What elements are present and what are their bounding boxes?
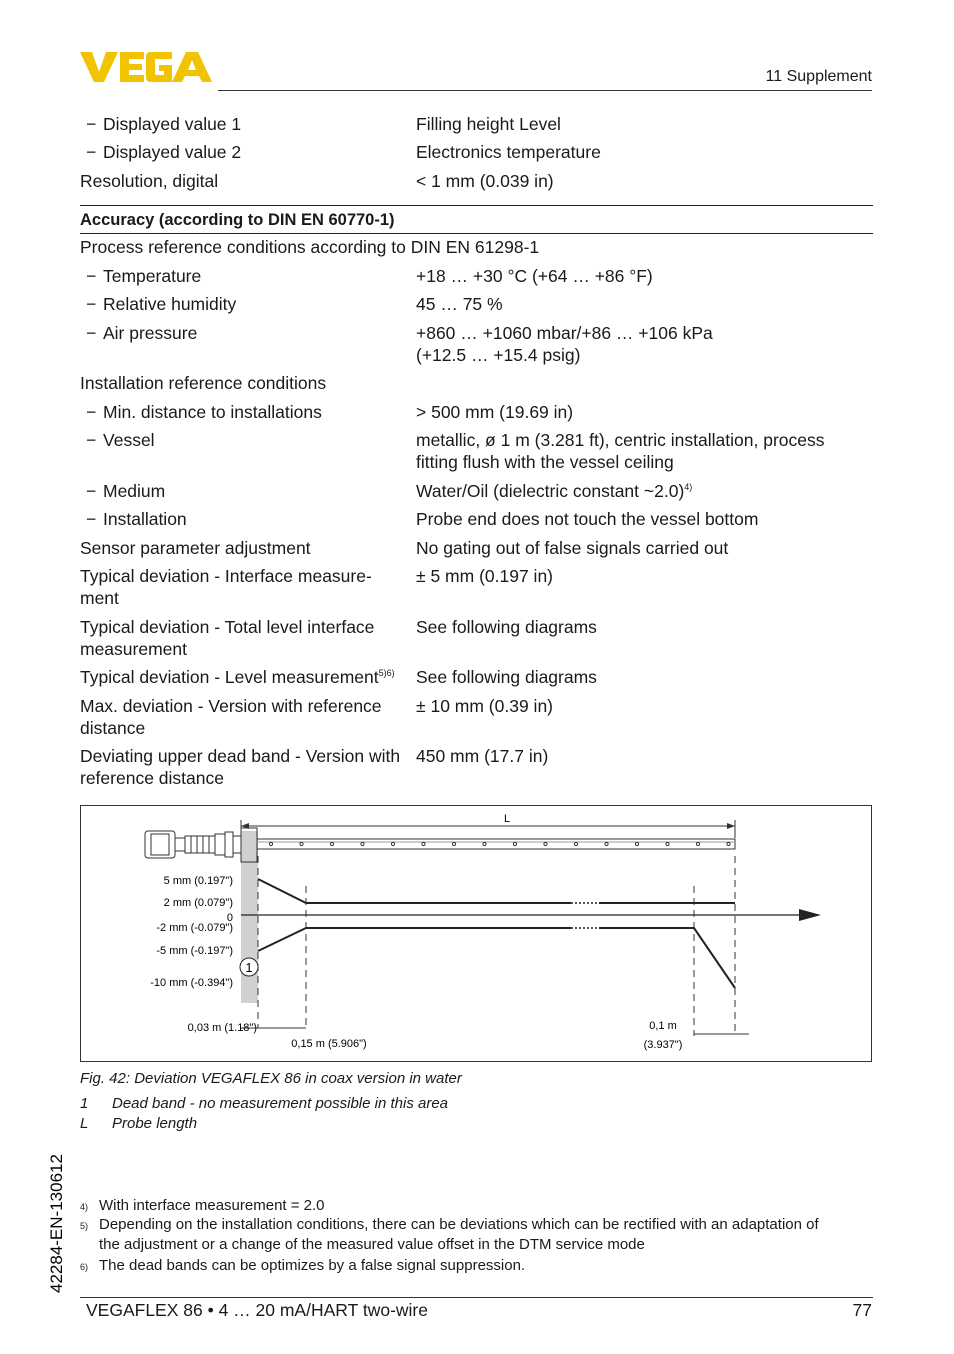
- footnote: 4): [80, 1202, 89, 1212]
- max-deviation-value: ± 10 mm (0.39 in): [416, 696, 554, 716]
- probe-dot: [361, 842, 364, 845]
- process-reference: Process reference conditions according to DIN EN 61298-1: [80, 237, 540, 257]
- min-distance-label: Min. distance to installations: [103, 402, 322, 422]
- footnote: 6): [80, 1262, 89, 1272]
- deviation-diagram: [80, 805, 872, 1062]
- y-label: -10 mm (-0.394"): [150, 977, 233, 989]
- dev-interface-label: Typical deviation - Interface measure-: [80, 566, 372, 586]
- dead-band-label: Deviating upper dead band - Version with: [80, 746, 401, 766]
- dead-band-value: 450 mm (17.7 in): [416, 746, 549, 766]
- max-deviation-label: Max. deviation - Version with reference: [80, 696, 382, 716]
- air-pressure-value: +860 … +1060 mbar/+86 … +106 kPa: [416, 323, 713, 343]
- air-pressure-value-2: (+12.5 … +15.4 psig): [416, 345, 581, 365]
- dev-total-label-2: measurement: [80, 639, 187, 659]
- figure-caption: Fig. 42: Deviation VEGAFLEX 86 in coax version in water: [80, 1070, 462, 1087]
- probe-dot: [391, 842, 394, 845]
- vessel-value: metallic, ø 1 m (3.281 ft), centric installation, process: [416, 430, 825, 450]
- dash: −: [86, 430, 97, 450]
- probe-dot: [727, 842, 730, 845]
- sensor-adjustment-value: No gating out of false signals carried out: [416, 538, 729, 558]
- probe-dot: [269, 842, 272, 845]
- installation-label: Installation: [103, 509, 187, 529]
- probe-dot: [513, 842, 516, 845]
- probe-dot: [666, 842, 669, 845]
- footnote: 5): [80, 1221, 89, 1231]
- vega-logo: [80, 50, 212, 84]
- dash: −: [86, 142, 97, 162]
- probe-dots: [269, 842, 730, 845]
- dim-L-label: L: [503, 813, 511, 825]
- arrow-head: [727, 823, 735, 829]
- dev-total-label: Typical deviation - Total level interface: [80, 617, 375, 637]
- x-label: 0,15 m (5.906"): [291, 1038, 367, 1050]
- page-number: 77: [852, 1300, 872, 1320]
- dev-total-value: See following diagrams: [416, 617, 597, 637]
- medium-label: Medium: [103, 481, 166, 501]
- row-value: Electronics temperature: [416, 142, 601, 162]
- footnote-text: the adjustment or a change of the measured value offset in the DTM service mode: [99, 1236, 645, 1253]
- footer-product: VEGAFLEX 86 • 4 … 20 mA/HART two-wire: [86, 1300, 428, 1320]
- temperature-label: Temperature: [103, 266, 202, 286]
- section-title: 11 Supplement: [765, 68, 872, 85]
- probe-dot: [452, 842, 455, 845]
- medium-value: Water/Oil (dielectric constant ~2.0)$^{4)}$: [416, 481, 693, 501]
- dev-interface-label-2: ment: [80, 588, 119, 608]
- x-label: 0,03 m (1.18"): [187, 1022, 257, 1034]
- min-distance-value: > 500 mm (19.69 in): [416, 402, 574, 422]
- document-number-text: 42284-EN-130612: [47, 1154, 66, 1293]
- vessel-value-2: fitting flush with the vessel ceiling: [416, 452, 674, 472]
- dash: −: [86, 114, 97, 134]
- dash: −: [86, 402, 97, 422]
- installation-value: Probe end does not touch the vessel bottom: [416, 509, 759, 529]
- document-number: [40, 1143, 70, 1293]
- probe-dot: [605, 842, 608, 845]
- probe-dot: [635, 842, 638, 845]
- probe-dot: [300, 842, 303, 845]
- air-pressure-label: Air pressure: [103, 323, 198, 343]
- dead-band-area: [241, 831, 258, 1003]
- humidity-value: 45 … 75 %: [416, 294, 503, 314]
- dash: −: [86, 294, 97, 314]
- dev-level-value: See following diagrams: [416, 667, 597, 687]
- row-label: Displayed value 1: [103, 114, 242, 134]
- vessel-label: Vessel: [103, 430, 155, 450]
- y-label: -5 mm (-0.197"): [156, 945, 233, 957]
- row-label: Resolution, digital: [80, 171, 219, 191]
- probe-tube: [257, 839, 735, 849]
- probe-dot: [544, 842, 547, 845]
- probe-dot: [422, 842, 425, 845]
- installation-reference: Installation reference conditions: [80, 373, 327, 393]
- probe-dot: [483, 842, 486, 845]
- legend-text: Probe length: [112, 1115, 198, 1132]
- y-label: 5 mm (0.197"): [163, 875, 233, 887]
- section-rule-bottom: [80, 233, 873, 234]
- probe-dot: [696, 842, 699, 845]
- dead-band-label-2: reference distance: [80, 768, 224, 788]
- upper-deviation-curve: [258, 879, 735, 903]
- sensor-adjustment-label: Sensor parameter adjustment: [80, 538, 311, 558]
- legend-key: 1: [80, 1095, 89, 1112]
- x-label: (3.937"): [643, 1039, 683, 1051]
- max-deviation-label-2: distance: [80, 718, 146, 738]
- x-label: 0,1 m: [649, 1020, 677, 1032]
- probe-dot: [330, 842, 333, 845]
- section-rule-top: [80, 205, 873, 206]
- deviation-diagram-svg: [81, 806, 871, 1061]
- dash: −: [86, 323, 97, 343]
- dev-interface-value: ± 5 mm (0.197 in): [416, 566, 554, 586]
- footnote-ref: 5)6): [378, 668, 395, 679]
- humidity-label: Relative humidity: [103, 294, 237, 314]
- x-axis-arrow: [799, 909, 821, 921]
- probe-dot: [574, 842, 577, 845]
- y-label: -2 mm (-0.079"): [156, 922, 233, 934]
- footnote-text: Depending on the installation conditions, there can be deviations which can be rectified with an adaptation of: [99, 1216, 819, 1233]
- temperature-value: +18 … +30 °C (+64 … +86 °F): [416, 266, 653, 286]
- row-value: Filling height Level: [416, 114, 561, 134]
- footnote-text: The dead bands can be optimizes by a false signal suppression.: [99, 1257, 526, 1274]
- lower-deviation-curve: [258, 928, 735, 988]
- legend-key: L: [80, 1115, 89, 1132]
- dash: −: [86, 481, 97, 501]
- dash: −: [86, 509, 97, 529]
- header-rule: [218, 90, 872, 91]
- accuracy-heading: Accuracy (according to DIN EN 60770-1): [80, 211, 395, 229]
- y-label: 2 mm (0.079"): [163, 897, 233, 909]
- row-value: < 1 mm (0.039 in): [416, 171, 554, 191]
- dash: −: [86, 266, 97, 286]
- footnote-ref: 4): [684, 482, 693, 493]
- y-label: 0: [226, 912, 233, 924]
- footnote-text: With interface measurement = 2.0: [99, 1197, 325, 1214]
- legend-text: Dead band - no measurement possible in this area: [112, 1095, 449, 1112]
- probe-connector: [145, 828, 257, 862]
- footer-rule: [80, 1297, 873, 1298]
- row-label: Displayed value 2: [103, 142, 242, 162]
- dev-level-label: Typical deviation - Level measurement$^{5)6)}$: [80, 667, 395, 687]
- marker-label: 1: [245, 960, 253, 975]
